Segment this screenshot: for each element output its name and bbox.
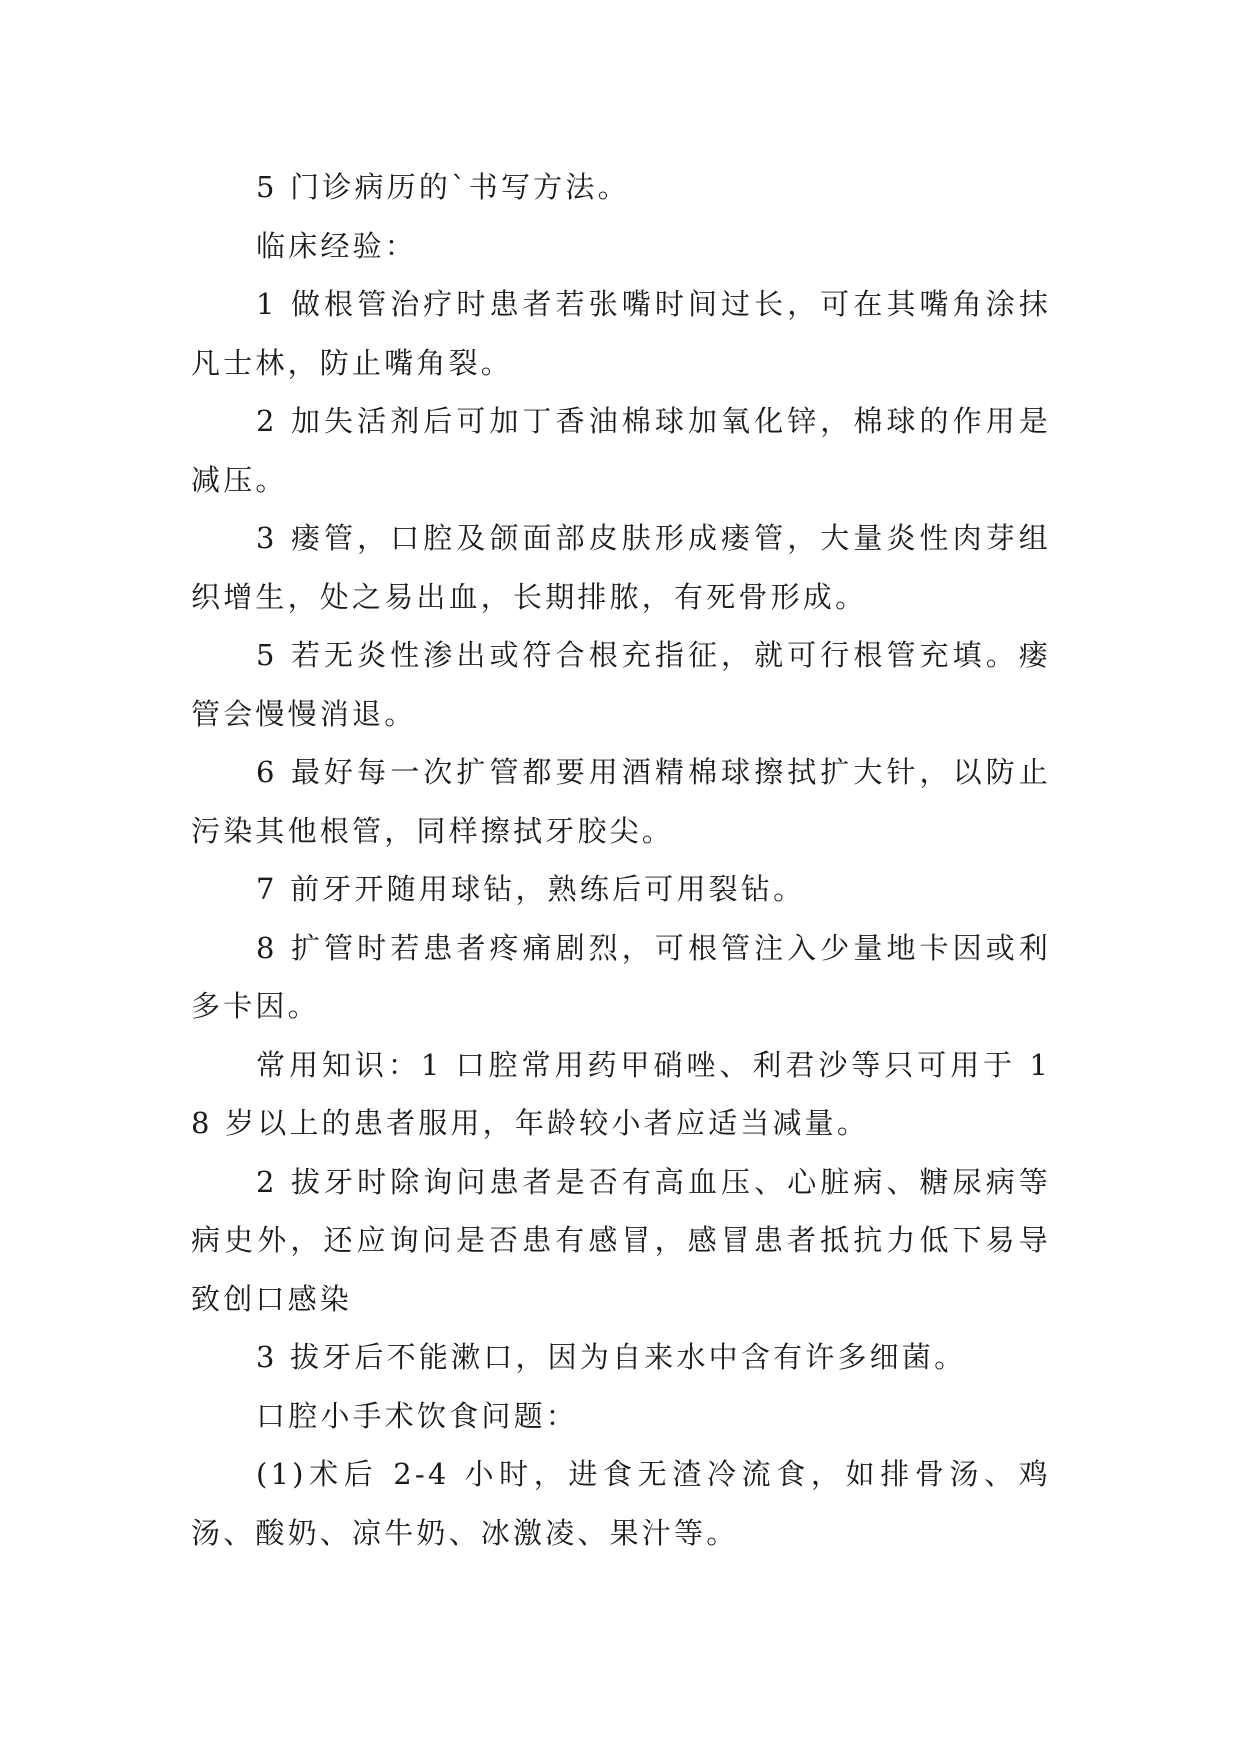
heading-clinical-experience: 临床经验： [256, 228, 418, 263]
document-body [191, 158, 1051, 1562]
paragraph-fistula: 3 瘘管，口腔及颌面部皮肤形成瘘管，大量炎性肉芽组织增生，处之易出血，长期排脓，有死骨形成。 [191, 521, 1051, 614]
paragraph-reamer-cleaning: 6 最好每一次扩管都要用酒精棉球擦拭扩大针，以防止污染其他根管，同样擦拭牙胶尖。 [191, 755, 1051, 848]
paragraph-outpatient-record-method: 5 门诊病历的`书写方法。 [256, 170, 630, 204]
paragraph-no-rinsing: 3 拔牙后不能漱口，因为自来水中含有许多细菌。 [256, 1340, 967, 1374]
paragraph-devitalizer-cotton: 2 加失活剂后可加丁香油棉球加氧化锌，棉球的作用是减压。 [191, 404, 1051, 497]
paragraph-common-knowledge-medication: 常用知识：1 口腔常用药甲硝唑、利君沙等只可用于 18 岁以上的患者服用，年龄较小者应适当减量。 [191, 1047, 1051, 1140]
heading-oral-surgery-diet: 口腔小手术饮食问题： [256, 1398, 579, 1433]
paragraph-postoperative-diet: (1)术后 2-4 小时，进食无渣冷流食，如排骨汤、鸡汤、酸奶、凉牛奶、冰激凌、果汁等。 [191, 1457, 1051, 1550]
paragraph-canal-anesthesia: 8 扩管时若患者疼痛剧烈，可根管注入少量地卡因或利多卡因。 [191, 930, 1051, 1023]
paragraph-root-canal-vaseline: 1 做根管治疗时患者若张嘴时间过长，可在其嘴角涂抹凡士林，防止嘴角裂。 [191, 287, 1051, 380]
paragraph-extraction-inquiry: 2 拔牙时除询问患者是否有高血压、心脏病、糖尿病等病史外，还应询问是否患有感冒，感冒患者抵抗力低下易导致创口感染 [191, 1164, 1051, 1316]
paragraph-anterior-burs: 7 前牙开随用球钻，熟练后可用裂钻。 [256, 872, 806, 906]
paragraph-root-filling: 5 若无炎性渗出或符合根充指征，就可行根管充填。瘘管会慢慢消退。 [191, 638, 1051, 731]
